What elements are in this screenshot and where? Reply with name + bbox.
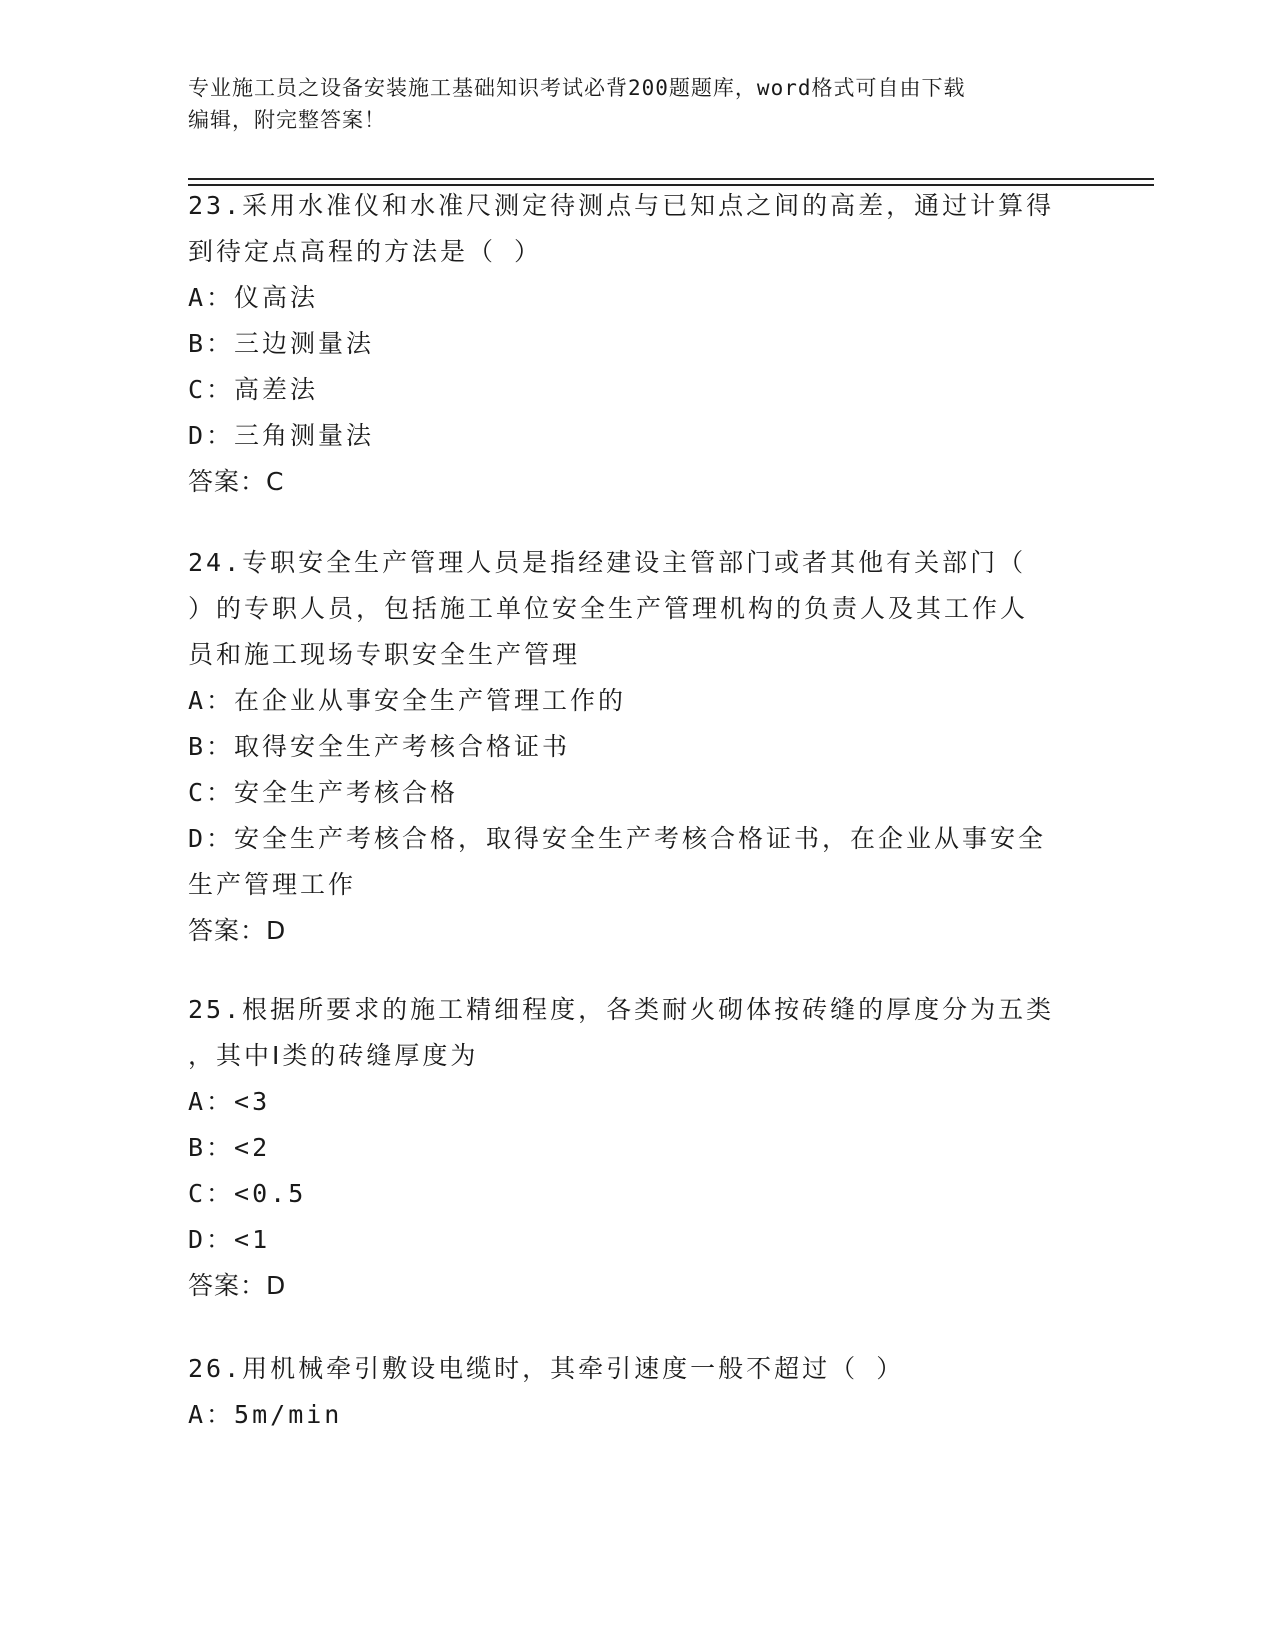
question-text-line: ）的专职人员，包括施工单位安全生产管理机构的负责人及其工作人 (188, 594, 1029, 623)
question-25 (188, 987, 1088, 1309)
question-24 (188, 540, 1088, 954)
question-text-line: 到待定点高程的方法是（ ） (188, 237, 543, 266)
option-c: C：高差法 (188, 375, 319, 404)
header-divider-top (188, 178, 1154, 180)
option-d: D：<1 (188, 1225, 271, 1254)
option-b: B：取得安全生产考核合格证书 (188, 732, 571, 761)
answer: 答案：D (188, 916, 287, 945)
option-d: D：三角测量法 (188, 421, 375, 450)
option-d: D：安全生产考核合格，取得安全生产考核合格证书，在企业从事安全 (188, 824, 1047, 853)
question-text-line: 24.专职安全生产管理人员是指经建设主管部门或者其他有关部门（ (188, 548, 1027, 577)
question-text-line: 26.用机械牵引敷设电缆时，其牵引速度一般不超过（ ） (188, 1354, 905, 1383)
answer: 答案：C (188, 467, 285, 496)
question-26 (188, 1346, 1088, 1438)
question-text-line: 员和施工现场专职安全生产管理 (188, 640, 581, 669)
document-header (188, 72, 1088, 136)
question-text-line: 23.采用水准仪和水准尺测定待测点与已知点之间的高差，通过计算得 (188, 191, 1055, 220)
question-23 (188, 183, 1088, 505)
header-line-1: 专业施工员之设备安装施工基础知识考试必背200题题库，word格式可自由下载 (188, 76, 966, 100)
answer: 答案：D (188, 1271, 287, 1300)
header-line-2: 编辑，附完整答案！ (188, 108, 386, 132)
question-text-line: ，其中Ⅰ类的砖缝厚度为 (188, 1041, 479, 1070)
option-a: A：仪高法 (188, 283, 319, 312)
option-b: B：三边测量法 (188, 329, 375, 358)
option-c: C：安全生产考核合格 (188, 778, 459, 807)
option-a: A：在企业从事安全生产管理工作的 (188, 686, 627, 715)
option-c: C：<0.5 (188, 1179, 307, 1208)
question-text-line: 25.根据所要求的施工精细程度，各类耐火砌体按砖缝的厚度分为五类 (188, 995, 1055, 1024)
option-d-continued: 生产管理工作 (188, 870, 357, 899)
option-a: A：<3 (188, 1087, 271, 1116)
option-a: A：5m/min (188, 1400, 343, 1429)
option-b: B：<2 (188, 1133, 271, 1162)
